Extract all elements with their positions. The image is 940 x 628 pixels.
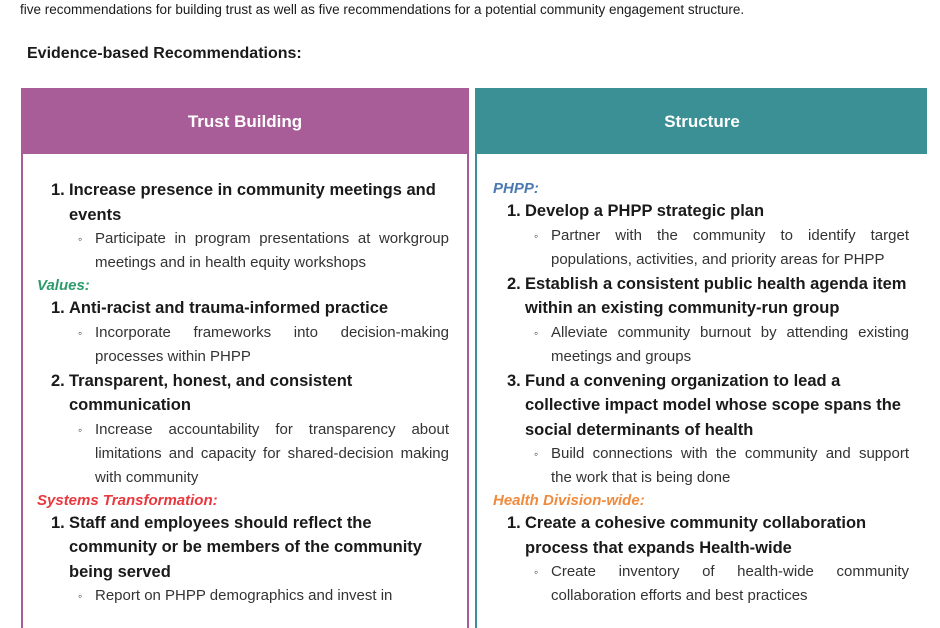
list-item [37,178,451,227]
item-number: 1. [507,514,521,532]
trust-building-body [23,154,467,608]
list-item [493,272,911,321]
item-number: 2. [507,274,521,293]
item-number: 1. [51,181,65,199]
structure-header [477,90,927,154]
section-heading: Evidence-based Recommendations: [27,45,302,62]
circle-bullet-icon: ◦ [534,325,539,340]
systems-transformation-label: Systems Transformation: [37,491,218,509]
item-number: 1. [507,202,521,220]
sub-item-text: Participate in program presentations at workgroup meetings and in health equity workshops [95,230,449,271]
list-item [493,511,911,560]
sub-item-text: Build connections with the community and support the work that is being done [551,445,909,486]
sub-item-text: Report on PHPP demographics and invest in [95,587,393,604]
list-item [493,199,911,224]
item-text: Anti-racist and trauma-informed practice [69,299,389,317]
sub-item-text: Increase accountability for transparency about limitations and capacity for shared-decision making with community [95,420,449,486]
sub-item [37,418,451,490]
item-number: 1. [51,513,65,532]
health-division-label: Health Division-wide: [493,492,645,509]
sub-item [37,584,451,608]
sub-item [493,560,911,608]
sub-item [493,442,911,490]
circle-bullet-icon: ◦ [534,447,539,461]
list-item [37,369,451,418]
intro-text: five recommendations for building trust as well as five recommendations for a potential community engagement structure. [20,2,745,17]
item-number: 2. [51,371,65,390]
structure-column [475,88,927,628]
trust-building-column [21,88,469,628]
circle-bullet-icon: ◦ [78,589,83,603]
phpp-label: PHPP: [493,180,539,197]
circle-bullet-icon: ◦ [534,228,539,243]
sub-item-text: Create inventory of health-wide community collaboration efforts and best practices [551,563,909,604]
circle-bullet-icon: ◦ [78,325,83,340]
sub-item-text: Incorporate frameworks into decision-making processes within PHPP [95,323,449,365]
sub-item-text: Partner with the community to identify target populations, activities, and priority areas for PHPP [551,226,909,268]
item-text: Fund a convening organization to lead a collective impact model whose scope spans the social determinants of health [525,371,901,439]
sub-item [37,321,451,369]
item-number: 3. [507,371,521,390]
structure-title: Structure [664,112,740,131]
sub-item [493,321,911,369]
item-text: Increase presence in community meetings and events [69,181,436,224]
sub-item-text: Alleviate community burnout by attending existing meetings and groups [551,323,909,365]
list-item [493,369,911,443]
item-text: Develop a PHPP strategic plan [525,202,765,220]
item-number: 1. [51,299,65,317]
sub-item [37,227,451,275]
values-label: Values: [37,277,90,294]
circle-bullet-icon: ◦ [78,422,83,437]
item-text: Staff and employees should reflect the community or be members of the community being served [69,513,422,581]
circle-bullet-icon: ◦ [534,565,539,579]
trust-building-header [23,90,467,154]
item-text: Establish a consistent public health agenda item within an existing community-run group [525,274,907,317]
list-item [37,511,451,585]
sub-item [493,224,911,272]
item-text: Create a cohesive community collaboration process that expands Health-wide [525,514,867,557]
structure-body [477,154,927,608]
list-item [37,296,451,321]
trust-building-title: Trust Building [187,112,303,131]
circle-bullet-icon: ◦ [78,232,83,246]
item-text: Transparent, honest, and consistent communication [69,371,353,414]
